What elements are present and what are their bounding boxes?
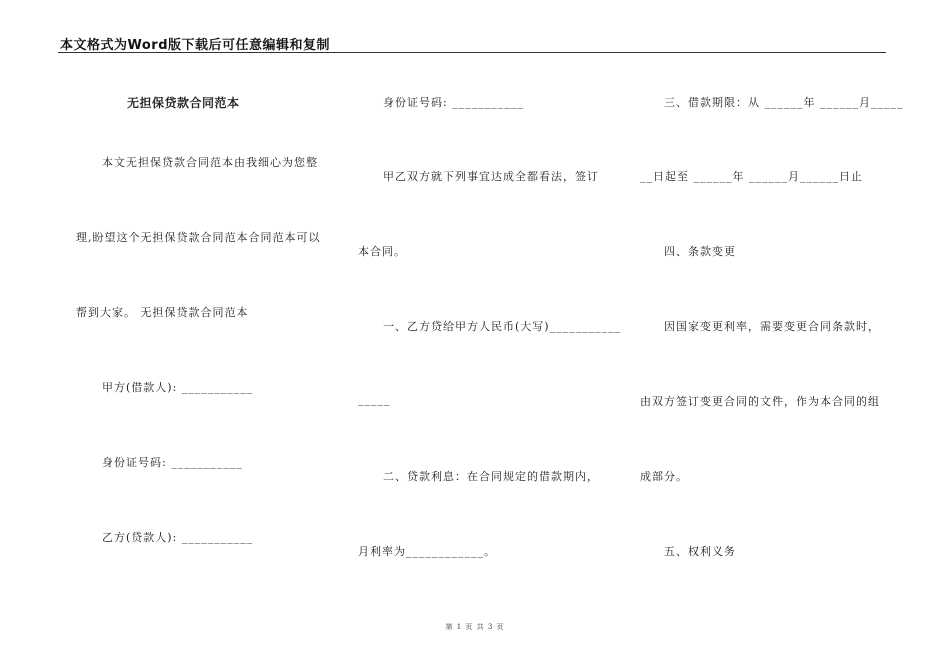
- clause-1-continued: _____: [358, 393, 391, 406]
- paragraph-line: 成部分。: [640, 470, 688, 483]
- clause-3-continued: __日起至 ______年 ______月______日止: [640, 170, 863, 183]
- paragraph-line: 帮到大家。 无担保贷款合同范本: [76, 306, 249, 319]
- party-b-id-line: 身份证号码: ___________: [383, 96, 524, 109]
- header-text: 本文格式为Word版下载后可任意编辑和复制: [60, 38, 331, 53]
- clause-5-heading: 五、权利义务: [664, 545, 736, 558]
- party-a-id-line: 身份证号码: ___________: [102, 456, 243, 469]
- paragraph-line: 甲乙双方就下列事宜达成全都看法，签订: [383, 170, 599, 183]
- paragraph-line: 本合同。: [358, 245, 406, 258]
- paragraph-line: 本文无担保贷款合同范本由我细心为您整: [102, 156, 318, 169]
- document-title: 无担保贷款合同范本: [127, 96, 240, 110]
- clause-4-heading: 四、条款变更: [664, 245, 736, 258]
- paragraph-line: 理,盼望这个无担保贷款合同范本合同范本可以: [76, 231, 321, 244]
- page-number: 第 1 页 共 3 页: [445, 623, 505, 631]
- paragraph-line: 由双方签订变更合同的文件，作为本合同的组: [640, 395, 880, 408]
- party-a-line: 甲方(借款人): ___________: [102, 381, 254, 394]
- party-b-line: 乙方(贷款人): ___________: [102, 531, 254, 544]
- clause-1-line: 一、乙方贷给甲方人民币(大写)___________: [383, 320, 622, 333]
- clause-2-continued: 月利率为____________。: [358, 545, 496, 558]
- clause-3-line: 三、借款期限：从 ______年 ______月_____: [664, 96, 904, 109]
- paragraph-line: 因国家变更利率，需要变更合同条款时，: [664, 320, 880, 333]
- document-header: [58, 30, 886, 53]
- clause-2-line: 二、贷款利息：在合同规定的借款期内，: [383, 470, 599, 483]
